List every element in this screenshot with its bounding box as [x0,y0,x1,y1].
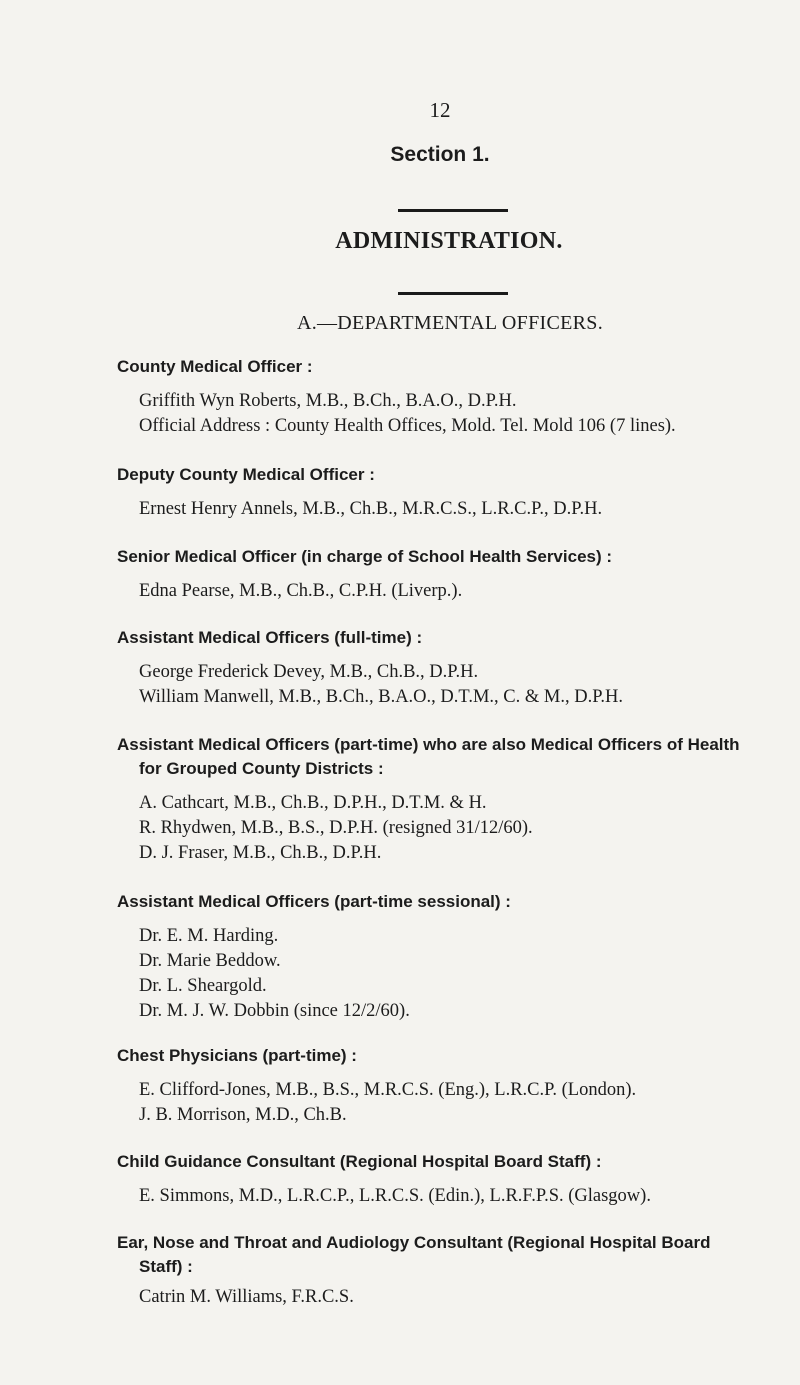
entry-chest-physicians [117,1044,800,1128]
entry-heading: Ear, Nose and Throat and Audiology Consultant (Regional Hospital Board [117,1233,711,1252]
entry-line: Official Address : County Health Offices, Mold. Tel. Mold 106 (7 lines). [139,416,676,436]
divider-top [398,209,508,212]
entry-heading-continued: for Grouped County Districts : [139,759,384,778]
entry-heading-continued: Staff) : [139,1257,193,1276]
entry-line: Dr. M. J. W. Dobbin (since 12/2/60). [139,1001,410,1021]
entry-senior-medical-officer [117,545,800,604]
page-number: 12 [429,98,451,122]
divider-bottom [398,292,508,295]
entry-line: Dr. L. Sheargold. [139,976,267,996]
entry-ent-audiology-consultant [117,1231,800,1310]
entry-heading: Child Guidance Consultant (Regional Hospital Board Staff) : [117,1152,602,1171]
entry-heading: Assistant Medical Officers (part-time sessional) : [117,892,511,911]
entry-line: R. Rhydwen, M.B., B.S., D.P.H. (resigned 31/12/60). [139,818,533,838]
entry-assistant-medical-officers-part-time [117,733,800,866]
entry-county-medical-officer [117,355,800,439]
entry-line: Ernest Henry Annels, M.B., Ch.B., M.R.C.S., L.R.C.P., D.P.H. [139,499,603,519]
entry-line: William Manwell, M.B., B.Ch., B.A.O., D.T.M., C. & M., D.P.H. [139,687,624,707]
entry-heading: Assistant Medical Officers (part-time) who are also Medical Officers of Health [117,735,740,754]
entry-line: George Frederick Devey, M.B., Ch.B., D.P.H. [139,662,479,682]
entry-line: Griffith Wyn Roberts, M.B., B.Ch., B.A.O., D.P.H. [139,391,517,411]
section-title: Section 1. [390,143,490,166]
entry-line: Dr. Marie Beddow. [139,951,281,971]
entry-heading: County Medical Officer : [117,357,313,376]
main-title: ADMINISTRATION. [335,228,563,254]
entry-line: E. Simmons, M.D., L.R.C.P., L.R.C.S. (Edin.), L.R.F.P.S. (Glasgow). [139,1186,651,1206]
entry-line: J. B. Morrison, M.D., Ch.B. [139,1105,347,1125]
entry-line: E. Clifford-Jones, M.B., B.S., M.R.C.S. (Eng.), L.R.C.P. (London). [139,1080,637,1100]
entry-deputy-county-medical-officer [117,463,800,522]
entry-line: Dr. E. M. Harding. [139,926,279,946]
subsection-title: A.—DEPARTMENTAL OFFICERS. [296,312,604,334]
entry-assistant-medical-officers-full-time [117,626,800,710]
entry-line: D. J. Fraser, M.B., Ch.B., D.P.H. [139,843,382,863]
entry-heading: Deputy County Medical Officer : [117,465,375,484]
entry-line: Edna Pearse, M.B., Ch.B., C.P.H. (Liverp.). [139,581,463,601]
entry-line: Catrin M. Williams, F.R.C.S. [139,1287,354,1307]
entry-heading: Senior Medical Officer (in charge of School Health Services) : [117,547,613,566]
entry-heading: Assistant Medical Officers (full-time) : [117,628,423,647]
entry-assistant-medical-officers-sessional [117,890,800,1024]
entry-line: A. Cathcart, M.B., Ch.B., D.P.H., D.T.M. & H. [139,793,487,813]
entry-child-guidance-consultant [117,1150,800,1209]
entry-heading: Chest Physicians (part-time) : [117,1046,357,1065]
